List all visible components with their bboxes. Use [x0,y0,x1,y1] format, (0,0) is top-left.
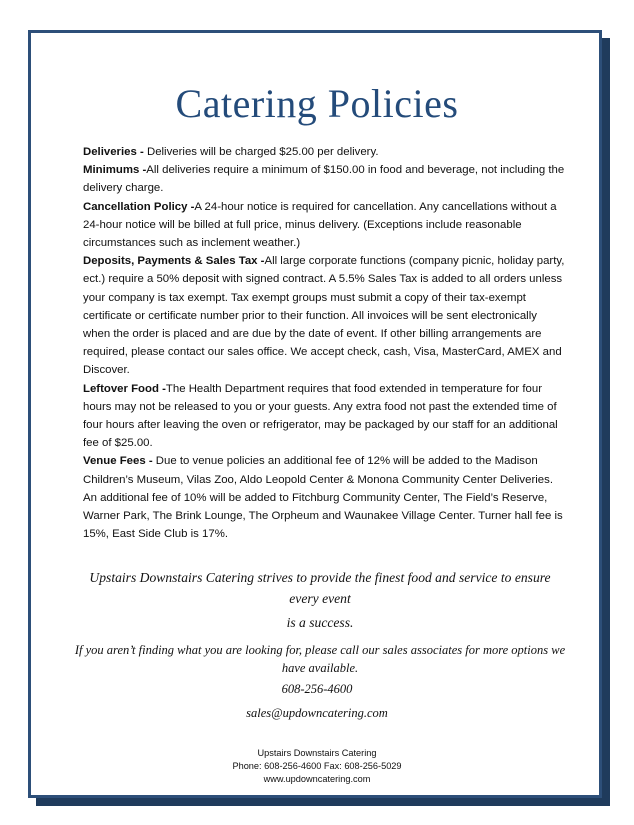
footer-website: www.updowncatering.com [263,774,371,784]
policy-text: Deliveries will be charged $25.00 per delivery. [143,146,379,158]
policy-minimums [83,161,565,197]
policy-text: The Health Department requires that food extended in temperature for four hours may not be released to you or your guests. Any extra food not past the extended time of four hours after leaving the oven or refrigerator, may be packaged by our staff for an additional fee of $25.00. [83,382,558,450]
inquiry-note: If you aren’t finding what you are looking for, please call our sales associates for more options we have available. [74,643,566,675]
policy-label: Venue Fees - [83,455,153,468]
contact-phone: 608-256-4600 [281,682,353,696]
policy-leftover-food [83,380,565,453]
policy-deliveries [83,143,565,161]
contact-email: sales@updowncatering.com [246,706,388,720]
policy-label: Leftover Food - [83,382,166,395]
policy-label: Deliveries - [83,146,144,158]
policy-label: Cancellation Policy - [83,200,195,213]
policies-section [83,143,565,543]
footer [0,747,634,786]
policy-label: Deposits, Payments & Sales Tax - [83,255,265,268]
footer-contact: Phone: 608-256-4600 Fax: 608-256-5029 [232,761,402,771]
tagline-end: is a success. [286,615,354,630]
policy-venue-fees [83,452,565,543]
footer-company: Upstairs Downstairs Catering [257,748,377,758]
policy-label: Minimums - [83,164,147,177]
policy-text: Due to venue policies an additional fee of 12% will be added to the Madison Children’s Museum, Vilas Zoo, Aldo Leopold Center & Monona Community Center Deliveries. An additional fee of 10% will be added to Fitchburg Community Center, The Field’s Reserve, Warner Park, The Brink Lounge, The Orpheum and Waunakee Village Center. Turner hall fee is 15%, East Side Club is 17%. [83,455,563,541]
policy-deposits [83,252,565,379]
policy-text: All large corporate functions (company picnic, holiday party, ect.) require a 50% deposit with signed contract. A 5.5% Sales Tax is added to all orders unless your company is tax exempt. Tax exempt groups must submit a copy of their tax-exempt certificate or certificate number prior to their function. All invoices will be sent electronically when the order is placed and are due by the date of event. If other billing arrangements are required, please contact our sales office. We accept check, cash, Visa, MasterCard, AMEX and Discover. [83,255,565,377]
policy-text: A 24-hour notice is required for cancellation. Any cancellations without a 24-hour notice will be billed at full price, minus delivery. (Exceptions include reasonable circumstances such as inclement weather.) [83,200,557,250]
policy-cancellation [83,198,565,253]
tagline: Upstairs Downstairs Catering strives to provide the finest food and service to ensure every event [89,570,551,606]
policy-text: All deliveries require a minimum of $150.00 in food and beverage, not including the delivery charge. [83,164,565,195]
page-title: Catering Policies [175,81,459,126]
